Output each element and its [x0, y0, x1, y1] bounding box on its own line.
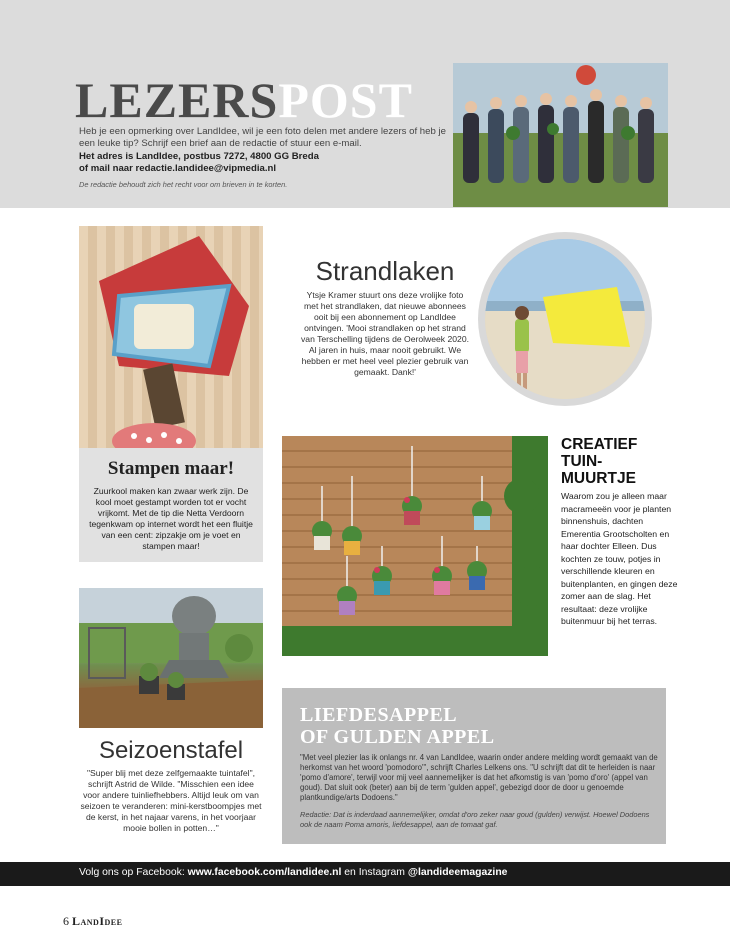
seizoenstafel-body: "Super blij met deze zelfgemaakte tuintafel", schrijft Astrid de Wilde. "Misschien een idee voor andere tuinliefhebbers. Altijd leuk om van seizoen te veranderen: mini-kerstboompjes met de kerst, in het najaar varens, in het voorjaar mooie bollen in potten…" — [80, 768, 262, 833]
strandlaken-title: Strandlaken — [315, 256, 455, 286]
group-photo — [453, 63, 668, 207]
seizoenstafel-title: Seizoenstafel — [98, 737, 244, 764]
strandlaken-photo — [485, 239, 645, 399]
group-photo-illustration — [453, 63, 668, 207]
magazine-name: LandIdee — [72, 914, 123, 928]
tuinmuurtje-photo — [282, 436, 548, 656]
page-title: LEZERSPOST — [75, 72, 413, 128]
social-links: Volg ons op Facebook: www.facebook.com/landidee.nl en Instagram @landideemagazine — [79, 867, 508, 878]
strandlaken-body: Ytsje Kramer stuurt ons deze vrolijke foto met het strandlaken, dat nieuwe abonnees ooit bij een abonnement op LandIdee ontvingen. 'Mooi strandlaken op het strand van Terschelling tijdens de Oerolweek 2020. Al jaren in huis, maar nooit gebruikt. We hebben er met heel veel plezier gebruik van gemaakt. Dank!' — [301, 290, 469, 377]
liefdesappel-note: Redactie: Dat is inderdaad aannemelijker, omdat d'oro zeker naar goud (gulden) verwijst. Hoewel Dodoens ook de naam Poma amoris, liefdesappel, aan de tomaat gaf. — [300, 810, 650, 829]
strandlaken-illustration — [485, 239, 645, 399]
tuinmuurtje-illustration — [282, 436, 548, 656]
tuinmuurtje-body: Waarom zou je alleen maar macrameeën voor je planten binnenshuis, dachten Emerentia Grootscholten en haar dochter Elleen. Dus kochten ze touw, potjes in verschillende kleuren en buitenplanten, en gingen deze zomer aan de slag. Het resultaat: deze vrolijke buitenmuur bij het terras. — [561, 491, 678, 626]
stampen-title: Stampen maar! — [107, 458, 235, 479]
seizoenstafel-photo — [79, 588, 263, 728]
liefdesappel-body: "Met veel plezier las ik onlangs nr. 4 van LandIdee, waarin onder andere melding wordt gemaakt van de herkomst van het woord 'pomodoro'", schrijft Charles Lelkens ons. "U schrijft dat dit te herleiden is naar 'pomo d'amore', terwijl voor mij veel aannemelijker is dat het afkomstig is van 'pomo d'oro' (appel van goud). Dat sluit ook (beter) aan bij de term 'gulden appel', gebezigd door de door u genoemde plantkundige/arts Dodoens." — [300, 753, 658, 802]
zuurkool-photo — [79, 226, 263, 448]
address-line: Het adres is LandIdee, postbus 7272, 4800 GG Breda — [79, 150, 319, 162]
page-number: 6 LandIdee — [63, 914, 123, 928]
tuinmuurtje-title: CREATIEF TUIN- MUURTJE — [561, 436, 638, 487]
email-line: of mail naar redactie.landidee@vipmedia.nl — [79, 163, 277, 175]
liefdesappel-title: LIEFDESAPPEL OF GULDEN APPEL — [300, 704, 495, 748]
instagram-link[interactable]: @landideemagazine — [407, 867, 508, 878]
stampen-body: Zuurkool maken kan zwaar werk zijn. De kool moet gestampt worden tot er vocht vrijkomt. Met de tip die Netta Verdoorn tegenkwam op internet wordt het een fluitje van een cent: zipzakje om je voet en stampen maar! — [89, 486, 253, 551]
zuurkool-illustration — [79, 226, 263, 448]
seizoenstafel-illustration — [79, 588, 263, 728]
intro-text: Heb je een opmerking over LandIdee, wil je een foto delen met andere lezers of heb je een leuke tip? Schrijf een brief aan de redactie of stuur een e-mail. Het adres is LandIdee, postbus 7272, 4800 GG Breda of mail naar redactie.landidee@vipmedia.nl — [79, 126, 446, 175]
disclaimer: De redactie behoudt zich het recht voor om brieven in te korten. — [79, 180, 288, 189]
facebook-link[interactable]: www.facebook.com/landidee.nl — [187, 867, 342, 878]
